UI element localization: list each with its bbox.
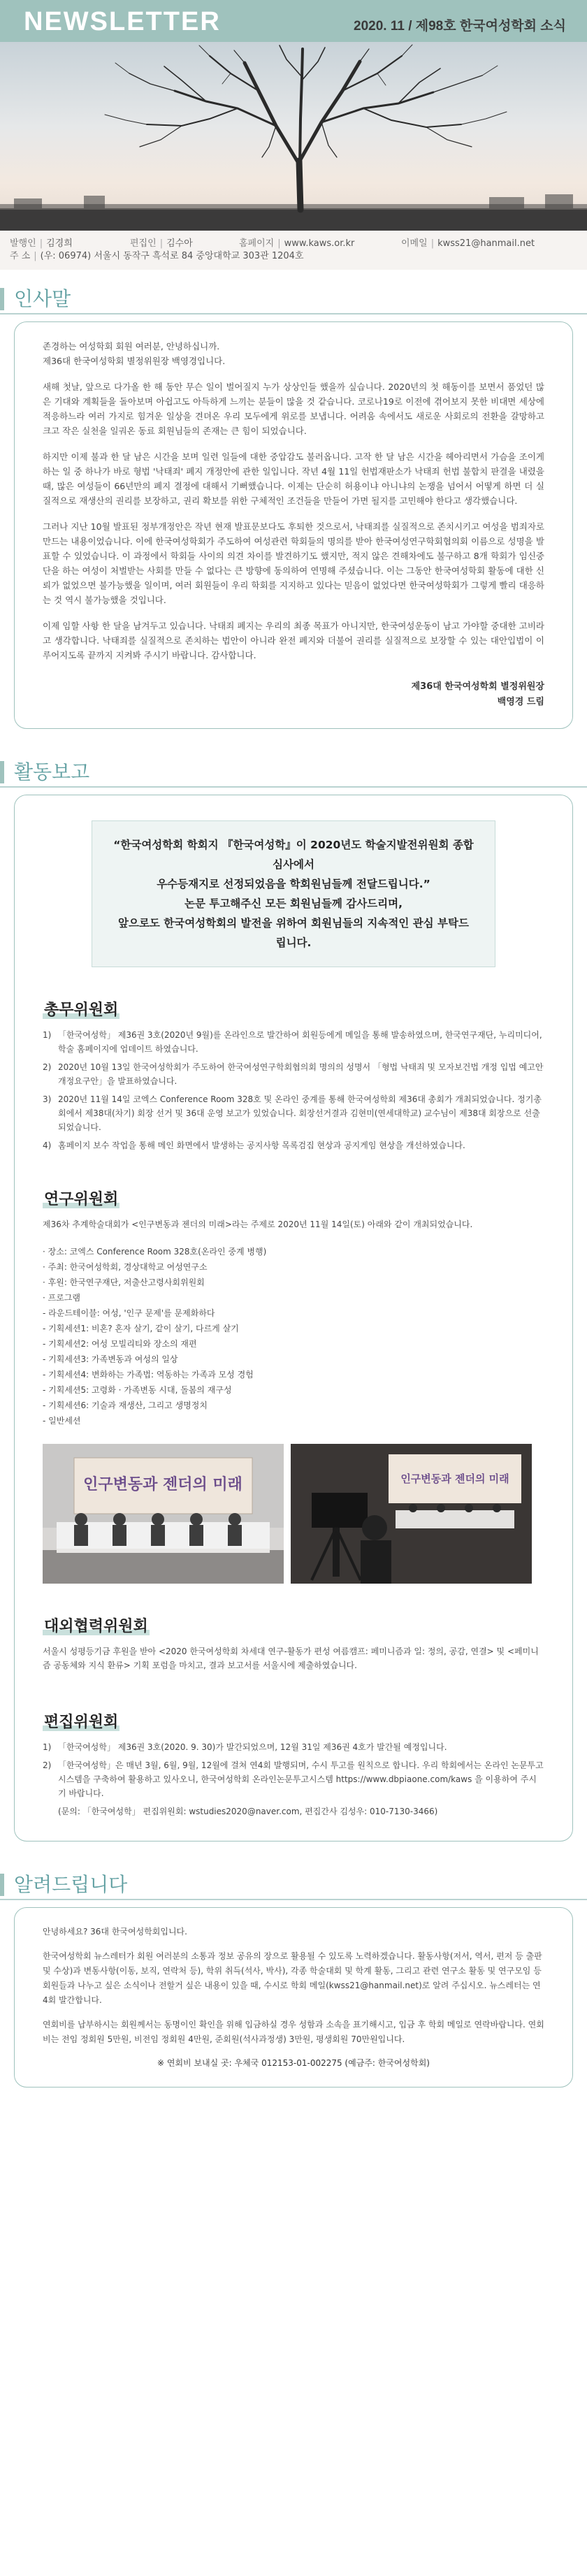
- homepage-label: 홈페이지: [239, 238, 275, 249]
- editorial-committee-title: 편집위원회: [43, 1710, 119, 1732]
- activity-box: [14, 795, 573, 1841]
- address-label: 주 소: [10, 251, 31, 261]
- bank-account-info: ※ 연회비 보내실 곳: 우체국 012153-01-002275 (예금주: 한국여성학회): [157, 2058, 430, 2068]
- general-committee-title: 총무위원회: [43, 998, 119, 1020]
- conference-details: [43, 1244, 544, 1428]
- detail-line: - 일반세션: [43, 1416, 81, 1426]
- list-item: 1) 「한국여성학」 제36권 3호(2020. 9. 30)가 발간되었으며, 12월 31일 제36권 4호가 발간될 예정입니다.: [43, 1742, 447, 1752]
- detail-line: - 기획세션1: 비혼? 혼자 살기, 같이 살기, 다르게 살기: [43, 1324, 239, 1333]
- contact-info: [0, 231, 587, 270]
- greeting-paragraph: 이제 임할 사항 한 달을 남겨두고 있습니다. 낙태죄 폐지는 우리의 최종 목표가 아니지만, 한국여성운동이 남고 가야할 중대한 고비라고 생각합니다. 낙태죄를 실질적으로 존치하는 법안이 아니라 완전 폐지와 더불어 권리를 실질적으로 보장할 수 있는 대안입법이 이루어지도록 끝까지 지켜봐 주시기 바랍니다. 감사합니다.: [43, 621, 544, 660]
- general-committee-list: [43, 1028, 544, 1152]
- conference-photos: [43, 1444, 544, 1584]
- banner-line: “한국여성학회 학회지 『한국여성학』이 2020년도 학술지발전위원회 종합심사에서: [113, 839, 474, 871]
- international-text: 서울시 성평등기금 후원을 받아 <2020 한국여성학회 차세대 연구-활동가 편성 여름캠프: 페미니즘과 일: 정의, 공감, 연결> 및 <페미니즘 공동체와 지식 환류> 기획 포럼을 마치고, 결과 보고서를 서울시에 제출하였습니다.: [43, 1647, 539, 1670]
- greeting-box: [14, 321, 573, 729]
- email-link[interactable]: kwss21@hanmail.net: [437, 238, 535, 249]
- detail-line: - 기획세션2: 여성 모빌리티와 장소의 재편: [43, 1339, 197, 1349]
- newsletter-logo: NEWSLETTER: [24, 7, 221, 36]
- greeting-paragraph: 하지만 이제 불과 한 달 남은 시간을 보며 일련 일들에 대한 중압감도 불러옵니다. 고작 한 달 남은 시간을 헤아리면서 가슴을 조이게 하는 일 중 하나가 바로 형법 '낙태죄' 폐지 개정안에 관한 일입니다. 작년 4월 11일 헌법재판소가 낙태죄 헌법 불합치 판결을 내렸을 때, 많은 여성들이 66년만의 폐지 결정에 대해서 기뻐했습니다. 이제는 단순히 허용이냐 아니냐의 논쟁을 넘어서 어떻게 하면 더 실질적으로 재생산의 권리를 보장하고, 권리 확보를 위한 구체적인 조건들을 만들어 가면 될지를 고민해야 한다고 생각했습니다.: [43, 451, 544, 506]
- detail-line: - 기획세션5: 고령화 · 가족변동 시대, 돌봄의 재구성: [43, 1385, 232, 1395]
- banner-line: 앞으로도 한국여성학회의 발전을 위하여 회원님들의 지속적인 관심 부탁드립니다.: [118, 917, 469, 949]
- detail-line: · 주최: 한국여성학회, 경상대학교 여성연구소: [43, 1262, 208, 1272]
- conference-photo-camera: [291, 1444, 532, 1584]
- contact-row-2: 주 소 | (우: 06974) 서울시 동작구 흑석로 84 중앙대학교 303관 1204호: [10, 251, 304, 261]
- list-item: 2) 「한국여성학」은 매년 3월, 6월, 9월, 12월에 걸쳐 연4회 발행되며, 수시 투고를 원칙으로 합니다. 우리 학회에서는 온라인 논문투고시스템을 구축하여 활용하고 있사오니, 한국여성학회 온라인논문투고시스템 https://www.dbpiaone.com/kaws 을 이용하여 주시기 바랍니다.: [43, 1760, 544, 1798]
- editor-label: 편집인: [130, 238, 157, 249]
- signature-name: 백영경 드림: [497, 697, 544, 707]
- notice-paragraph: 한국여성학회 뉴스레터가 회원 여러분의 소통과 정보 공유의 장으로 활용될 수 있도록 노력하겠습니다. 활동사항(저서, 역서, 편저 등 출판 및 수상)과 변동사항(이동, 보직, 연락처 등), 학위 취득(석사, 박사), 각종 학술대회 및 학계 활동, 그리고 관련 연구소 활동 및 연구모임 등 회원들과 나누고 싶은 소식이나 전할거 싶은 내용이 있을 때, 수시로 학회 메일(kwss21@hanmail.net)로 알려 주십시오. 뉴스레터는 연 4회 발간합니다.: [43, 1951, 542, 2005]
- detail-line: · 장소: 코엑스 Conference Room 328호(온라인 중계 병행): [43, 1247, 267, 1257]
- list-item: 4) 홈페이지 보수 작업을 통해 메인 화면에서 발생하는 공지사항 목록검집 현상과 공지게임 현상을 개선하였습니다.: [43, 1141, 465, 1150]
- greeting-signature: [43, 679, 544, 710]
- notice-box: [14, 1907, 573, 2087]
- conference-photo-panel: [43, 1444, 284, 1584]
- bare-tree-illustration: [0, 42, 587, 231]
- editorial-committee-list: [43, 1740, 544, 1818]
- banner-line: 논문 투고해주신 모든 회원님들께 감사드리며,: [184, 897, 403, 910]
- notice-paragraph: 연회비를 납부하시는 회원께서는 동명이인 확인을 위해 입금하실 경우 성함과 소속을 표기해시고, 입금 후 학회 메일로 연락바랍니다. 연회비는 전임 정회원 5만원, 비전임 정회원 4만원, 준회원(석사과정생) 3만원, 평생회원 70만원입니다.: [43, 2020, 544, 2044]
- research-committee-title: 연구위원회: [43, 1187, 119, 1209]
- homepage-link[interactable]: www.kaws.or.kr: [284, 238, 355, 249]
- contact-row-1: 발행인 | 김경희 편집인 | 김수아 홈페이지 | www.kaws.or.kr 이메일 | kwss21@hanmail.net: [10, 238, 535, 249]
- detail-line: - 라운드테이블: 여성, '인구 문제'를 문제화하다: [43, 1308, 215, 1318]
- activity-section-title: 활동보고: [0, 757, 587, 788]
- journal-announcement-banner: [92, 820, 495, 967]
- list-item: 2) 2020년 10월 13일 한국여성학회가 주도하여 한국여성연구학회협의회 명의의 성명서 「형법 낙태죄 및 모자보건법 개정 입법 예고안 개정요구안」을 발표하였습니다.: [43, 1062, 544, 1086]
- greeting-section-title: 인사말: [0, 284, 587, 314]
- photo-banner-text: 인구변동과 젠더의 미래: [400, 1472, 509, 1485]
- address-text: (우: 06974) 서울시 동작구 흑석로 84 중앙대학교 303관 1204호: [40, 251, 304, 261]
- email-label: 이메일: [401, 238, 428, 249]
- research-intro: 제36차 추계학술대회가 <인구변동과 젠더의 미래>라는 주제로 2020년 11월 14일(토) 아래와 같이 개최되었습니다.: [43, 1220, 473, 1229]
- editor-name: 김수아: [166, 238, 193, 249]
- list-item: 1) 「한국여성학」 제36권 3호(2020년 9월)를 온라인으로 발간하여 회원등에게 메일을 통해 발송하였으며, 한국연구재단, 누리미디어, 학술 홈페이지에 업데이트 하였습니다.: [43, 1030, 542, 1054]
- detail-line: - 기획세션4: 변화하는 가족법: 역동하는 가족과 모성 경험: [43, 1370, 254, 1380]
- photo-banner-text: 인구변동과 젠더의 미래: [83, 1476, 242, 1493]
- notice-section-title: 알려드립니다: [0, 1869, 587, 1900]
- detail-line: · 후원: 한국연구재단, 저출산고령사회위원회: [43, 1278, 205, 1287]
- greeting-paragraph: 제36대 한국여성학회 별정위원장 백영경입니다.: [43, 356, 226, 366]
- list-item: 3) 2020년 11월 14일 코엑스 Conference Room 328호 및 온라인 중계를 통해 한국여성학회 제36대 총회가 개최되었습니다. 정기총회에서 제38대(차기) 회장 선거 및 36대 운영 보고가 있었습니다. 회장선거결과 김현미(연세대학교) 교수님이 제38대 회장으로 선출되었습니다.: [43, 1094, 542, 1132]
- issue-info: 2020. 11 / 제98호 한국여성학회 소식: [354, 19, 566, 34]
- hero-image: [0, 42, 587, 231]
- detail-line: · 프로그램: [43, 1293, 80, 1303]
- publisher-label: 발행인: [10, 238, 36, 249]
- international-committee-title: 대외협력위원회: [43, 1614, 150, 1636]
- greeting-paragraph: 그러나 지난 10월 발표된 정부개정안은 작년 현재 발표문보다도 후퇴한 것으로서, 낙태죄를 실질적으로 존치시키고 여성을 범죄자로 만드는 내용이었습니다. 이에 한국여성학회가 주도하여 여성관련 학회들의 명의를 받아 한국여성연구학회협의회 이름으로 성명을 발표할 수 있었습니다. 이 과정에서 학회들 사이의 의견 차이를 발견하기도 했지만, 적지 않은 견해차에도 불구하고 8개 학회가 임신중단을 하는 여성이 처벌받는 사회를 만들 수 없다는 큰 방향에 동의하여 연명해 주셨습니다. 이는 그동안 한국여성학회 활동에 대한 신뢰가 없었으면 불가능했을 일이며, 여러 회원들이 우리 학회를 지지하고 있다는 믿음이 없었다면 한국여성학회가 그렇게 빨리 대응하는 것 역시 불가능했을 것입니다.: [43, 521, 544, 605]
- greeting-paragraph: 존경하는 여성학회 회원 여러분, 안녕하십니까.: [43, 341, 220, 352]
- notice-paragraph: 안녕하세요? 36대 한국여성학회입니다.: [43, 1927, 187, 1937]
- signature-title: 제36대 한국여성학회 별정위원장: [411, 681, 544, 692]
- greeting-paragraph: 새해 첫날, 앞으로 다가올 한 해 동안 무슨 일이 벌어질지 누가 상상인들 했을까 싶습니다. 2020년의 첫 해동이를 보면서 품었던 많은 기대와 계획들을 돌아보며 아쉽고도 아득하게 느끼는 분들이 많을 것 같습니다. 코로나19로 이전에 겪어보지 못한 비대면 세상에 적응하느라 여러 가지로 힘겨운 일상을 견뎌온 우리 모두에게 위로를 보냅니다. 어려움 속에서도 새로운 사회로의 전환을 갈망하고 크고 작은 실천을 일궈온 동료 회원님들의 존재는 큰 힘이 되었습니다.: [43, 382, 544, 436]
- detail-line: - 기획세션6: 기술과 재생산, 그리고 생명정치: [43, 1401, 208, 1410]
- detail-line: - 기획세션3: 가족변동과 여성의 일상: [43, 1354, 178, 1364]
- list-item: (문의: 「한국여성학」 편집위원회: wstudies2020@naver.com, 편집간사 김성우: 010-7130-3466): [58, 1807, 438, 1816]
- publisher-name: 김경희: [46, 238, 73, 249]
- masthead: [0, 0, 587, 42]
- banner-line: 우수등재지로 선정되었음을 학회원님들께 전달드립니다.”: [157, 878, 430, 890]
